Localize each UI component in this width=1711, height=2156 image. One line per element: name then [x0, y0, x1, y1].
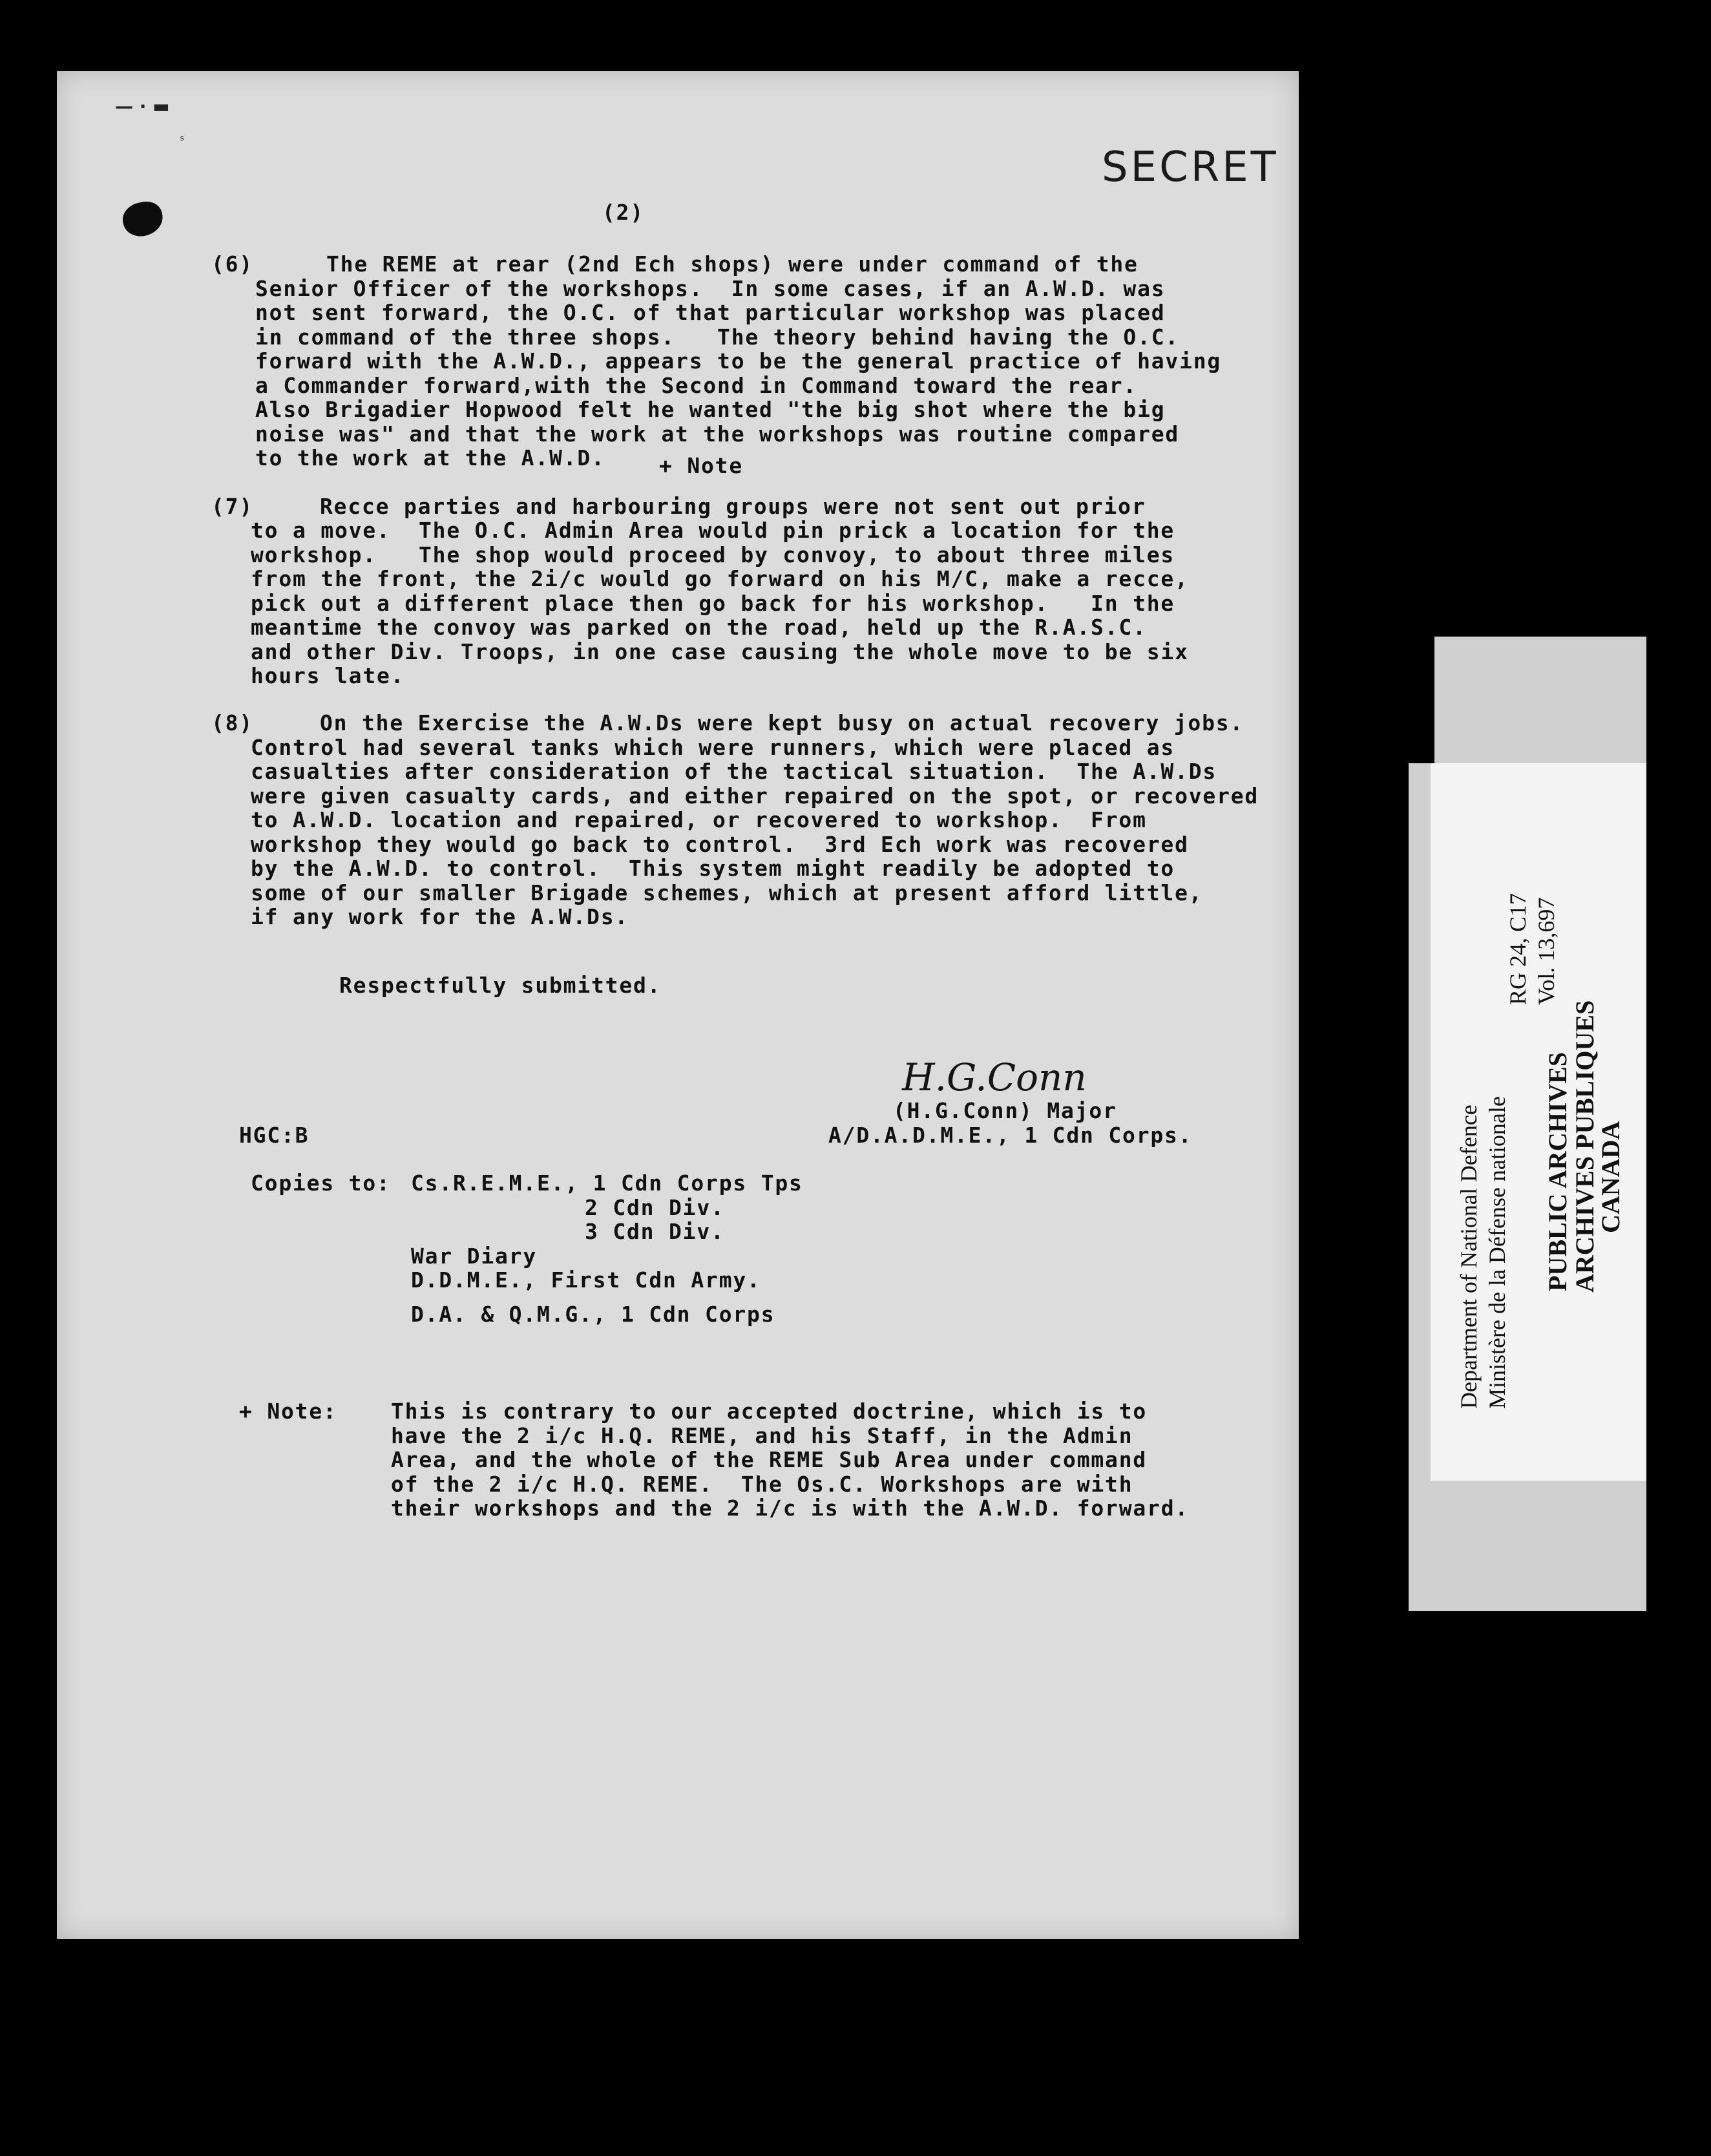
paragraph-6-line: noise was" and that the work at the workshops was routine compared [255, 421, 1180, 447]
paragraph-8-line: were given casualty cards, and either repaired on the spot, or recovered [251, 783, 1259, 808]
paragraph-6-line: not sent forward, the O.C. of that particular workshop was placed [255, 300, 1166, 325]
archive-public-archives: PUBLIC ARCHIVES [1543, 1052, 1572, 1291]
paragraph-6-line: Also Brigadier Hopwood felt he wanted "the big shot where the big [255, 397, 1166, 422]
paragraph-6-line: Senior Officer of the workshops. In some cases, if an A.W.D. was [255, 276, 1166, 301]
paragraph-8-line: some of our smaller Brigade schemes, which at present afford little, [251, 880, 1203, 905]
paragraph-7-number: (7) [211, 494, 254, 519]
archive-department-fr: Ministère de la Défense nationale [1484, 1096, 1510, 1409]
paragraph-6-line: The REME at rear (2nd Ech shops) were under command of the [326, 251, 1139, 277]
corner-mark-small: ˢ [180, 132, 185, 148]
paragraph-7-line: meantime the convoy was parked on the road, held up the R.A.S.C. [251, 615, 1147, 640]
copies-label: Copies to: [251, 1170, 391, 1196]
paragraph-6-line: to the work at the A.W.D. [255, 445, 605, 470]
reference-initials: HGC:B [239, 1123, 310, 1148]
footnote-line: This is contrary to our accepted doctrine, which is to [391, 1399, 1148, 1424]
paragraph-8-line: casualties after consideration of the tactical situation. The A.W.Ds [251, 759, 1217, 784]
paragraph-7-line: from the front, the 2i/c would go forward on his M/C, make a recce, [251, 566, 1189, 591]
paragraph-6-line: a Commander forward,with the Second in Command toward the rear. [255, 373, 1138, 398]
note-marker: + Note [659, 453, 744, 478]
footnote-line: Area, and the whole of the REME Sub Area under command [391, 1447, 1148, 1472]
archive-label-notch [1409, 637, 1434, 763]
footnote-line: have the 2 i/c H.Q. REME, and his Staff, in the Admin [391, 1423, 1133, 1448]
archive-department-en: Department of National Defence [1456, 1104, 1482, 1409]
footnote-label: + Note: [239, 1399, 337, 1424]
page-number: (2) [602, 200, 645, 225]
copy-recipient: D.D.M.E., First Cdn Army. [411, 1267, 761, 1293]
handwritten-signature: H.G.Conn [902, 1055, 1087, 1099]
paragraph-7-line: hours late. [251, 663, 405, 688]
footnote-line: their workshops and the 2 i/c is with the A.W.D. forward. [391, 1495, 1190, 1521]
paragraph-8-line: if any work for the A.W.Ds. [251, 904, 629, 929]
secret-stamp: SECRET [1102, 143, 1279, 191]
archive-record-group: RG 24, C17 [1505, 893, 1531, 1005]
closing-line: Respectfully submitted. [339, 973, 662, 998]
footnote-line: of the 2 i/c H.Q. REME. The Os.C. Workshops are with [391, 1472, 1133, 1497]
signatory-name: (H.G.Conn) Major [893, 1098, 1117, 1123]
paragraph-7-line: to a move. The O.C. Admin Area would pin prick a location for the [251, 518, 1175, 543]
paragraph-7-line: workshop. The shop would proceed by convoy, to about three miles [251, 542, 1175, 567]
archive-volume: Vol. 13,697 [1533, 897, 1559, 1005]
signatory-title: A/D.A.D.M.E., 1 Cdn Corps. [828, 1123, 1193, 1148]
corner-marks: — · ▬ [115, 96, 170, 117]
paragraph-6-line: forward with the A.W.D., appears to be the general practice of having [255, 348, 1222, 374]
copy-recipient: War Diary [411, 1243, 538, 1269]
paragraph-7-line: and other Div. Troops, in one case causing the whole move to be six [251, 639, 1189, 664]
copy-recipient: Cs.R.E.M.E., 1 Cdn Corps Tps [411, 1170, 803, 1196]
paragraph-8-line: to A.W.D. location and repaired, or recovered to workshop. From [251, 807, 1147, 832]
copy-recipient: D.A. & Q.M.G., 1 Cdn Corps [411, 1302, 775, 1327]
copy-recipient: 2 Cdn Div. [585, 1195, 725, 1220]
archive-archives-publiques: ARCHIVES PUBLIQUES [1570, 1000, 1599, 1293]
paragraph-8-line: On the Exercise the A.W.Ds were kept busy on actual recovery jobs. [320, 710, 1244, 735]
paragraph-8-number: (8) [211, 710, 254, 735]
archive-country: CANADA [1596, 1121, 1625, 1233]
paragraph-8-line: Control had several tanks which were runners, which were placed as [251, 735, 1175, 760]
paragraph-6-line: in command of the three shops. The theory behind having the O.C. [255, 324, 1180, 350]
paragraph-8-line: by the A.W.D. to control. This system might readily be adopted to [251, 856, 1175, 881]
paragraph-8-line: workshop they would go back to control. 3rd Ech work was recovered [251, 832, 1189, 857]
paragraph-6-number: (6) [211, 251, 254, 277]
copy-recipient: 3 Cdn Div. [585, 1219, 725, 1244]
paragraph-7-line: Recce parties and harbouring groups were not sent out prior [320, 494, 1146, 519]
paragraph-7-line: pick out a different place then go back for his workshop. In the [251, 591, 1175, 616]
